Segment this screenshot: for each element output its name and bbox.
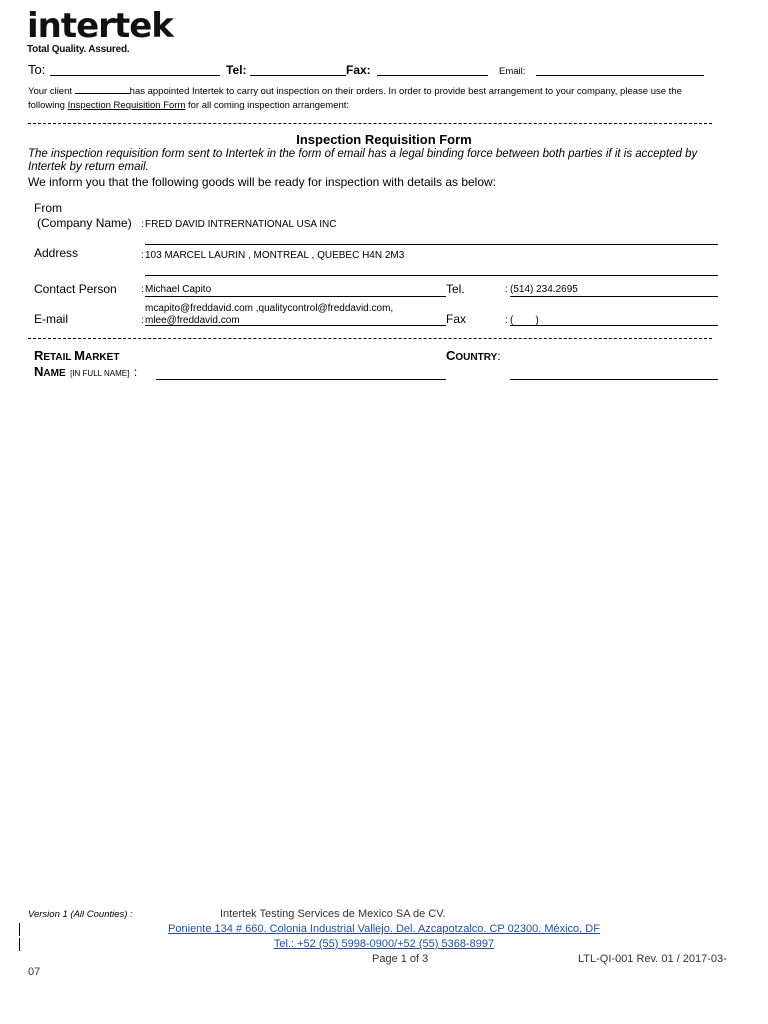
client-blank[interactable] <box>75 84 130 94</box>
document-reference-cont: 07 <box>28 966 41 978</box>
retail-market-name-field[interactable] <box>156 366 446 380</box>
to-label: To: <box>28 62 46 77</box>
intro-text-2: has appointed Intertek to carry out inspection on their orders. In order to provide best arrangement to your company, please use the <box>129 86 682 97</box>
contact-fax-value: ( ) <box>510 315 539 326</box>
email-field[interactable] <box>536 62 704 76</box>
contact-tel-value: (514) 234.2695 <box>510 284 578 295</box>
address-value: 103 MARCEL LAURIN , MONTREAL , QUEBEC H4N 2M3 <box>145 250 405 261</box>
tel-label: Tel: <box>226 63 247 77</box>
fax-field[interactable] <box>377 62 488 76</box>
country-field[interactable] <box>510 366 718 380</box>
company-name-label: (Company Name) <box>37 216 132 230</box>
legal-notice: The inspection requisition form sent to Intertek in the form of email has a legal binding force between both parties if it is accepted by Intertek by return email. <box>28 148 698 173</box>
company-name-field[interactable] <box>145 230 718 245</box>
footer-company: Intertek Testing Services de Mexico SA de CV. <box>220 908 446 920</box>
email-label: Email: <box>499 66 526 77</box>
from-label: From <box>34 201 62 215</box>
intro-line-1 <box>28 84 738 97</box>
company-name-value: FRED DAVID INTRERNATIONAL USA INC <box>145 219 337 230</box>
contact-email-field[interactable] <box>145 313 446 326</box>
contact-email-label: E-mail <box>34 312 69 326</box>
contact-email-value-2: mlee@freddavid.com <box>145 315 240 326</box>
contact-fax-field[interactable] <box>510 313 718 326</box>
page-number: Page 1 of 3 <box>372 953 429 965</box>
intro-text-4: for all coming inspection arrangement: <box>188 100 350 111</box>
form-title: Inspection Requisition Form <box>296 132 472 147</box>
contact-email-value-1: mcapito@freddavid.com ,qualitycontrol@freddavid.com, <box>145 303 394 314</box>
version-text: Version 1 (All Counties) : <box>28 909 133 920</box>
full-name-hint: [IN FULL NAME] <box>70 369 130 378</box>
contact-person-field[interactable] <box>145 283 446 297</box>
country-label: COUNTRY: <box>446 348 501 363</box>
intro-line-2 <box>28 100 349 111</box>
contact-fax-label: Fax <box>446 312 467 326</box>
inform-text: We inform you that the following goods will be ready for inspection with details as below: <box>28 175 497 189</box>
requisition-form-link[interactable]: Inspection Requisition Form <box>67 100 186 111</box>
divider-middle <box>28 338 712 339</box>
footer-phone-link[interactable]: Tel.: +52 (55) 5998-0900/+52 (55) 5368-8997 <box>273 938 495 950</box>
retail-market-label: RETAIL MARKET <box>34 348 120 363</box>
name-label: NAME [IN FULL NAME] : <box>34 364 138 379</box>
intro-text-1: Your client <box>28 86 73 97</box>
footer-address-link[interactable]: Poniente 134 # 660. Colonia Industrial Vallejo. Del. Azcapotzalco. CP 02300. México, DF <box>168 923 600 935</box>
fax-label: Fax: <box>346 63 371 77</box>
contact-person-label: Contact Person <box>34 282 117 296</box>
contact-tel-label: Tel. <box>446 282 465 296</box>
address-label: Address <box>34 246 79 260</box>
intertek-logo: intertek <box>27 6 173 46</box>
contact-person-value: Michael Capito <box>145 284 212 295</box>
to-field[interactable] <box>50 62 220 76</box>
logo-tagline: Total Quality. Assured. <box>27 44 130 55</box>
tel-field[interactable] <box>250 62 346 76</box>
document-reference: LTL-QI-001 Rev. 01 / 2017-03- <box>578 953 727 965</box>
divider-top <box>28 123 712 124</box>
address-field[interactable] <box>145 261 718 276</box>
intro-text-3: following <box>28 100 65 111</box>
contact-tel-field[interactable] <box>510 283 718 297</box>
